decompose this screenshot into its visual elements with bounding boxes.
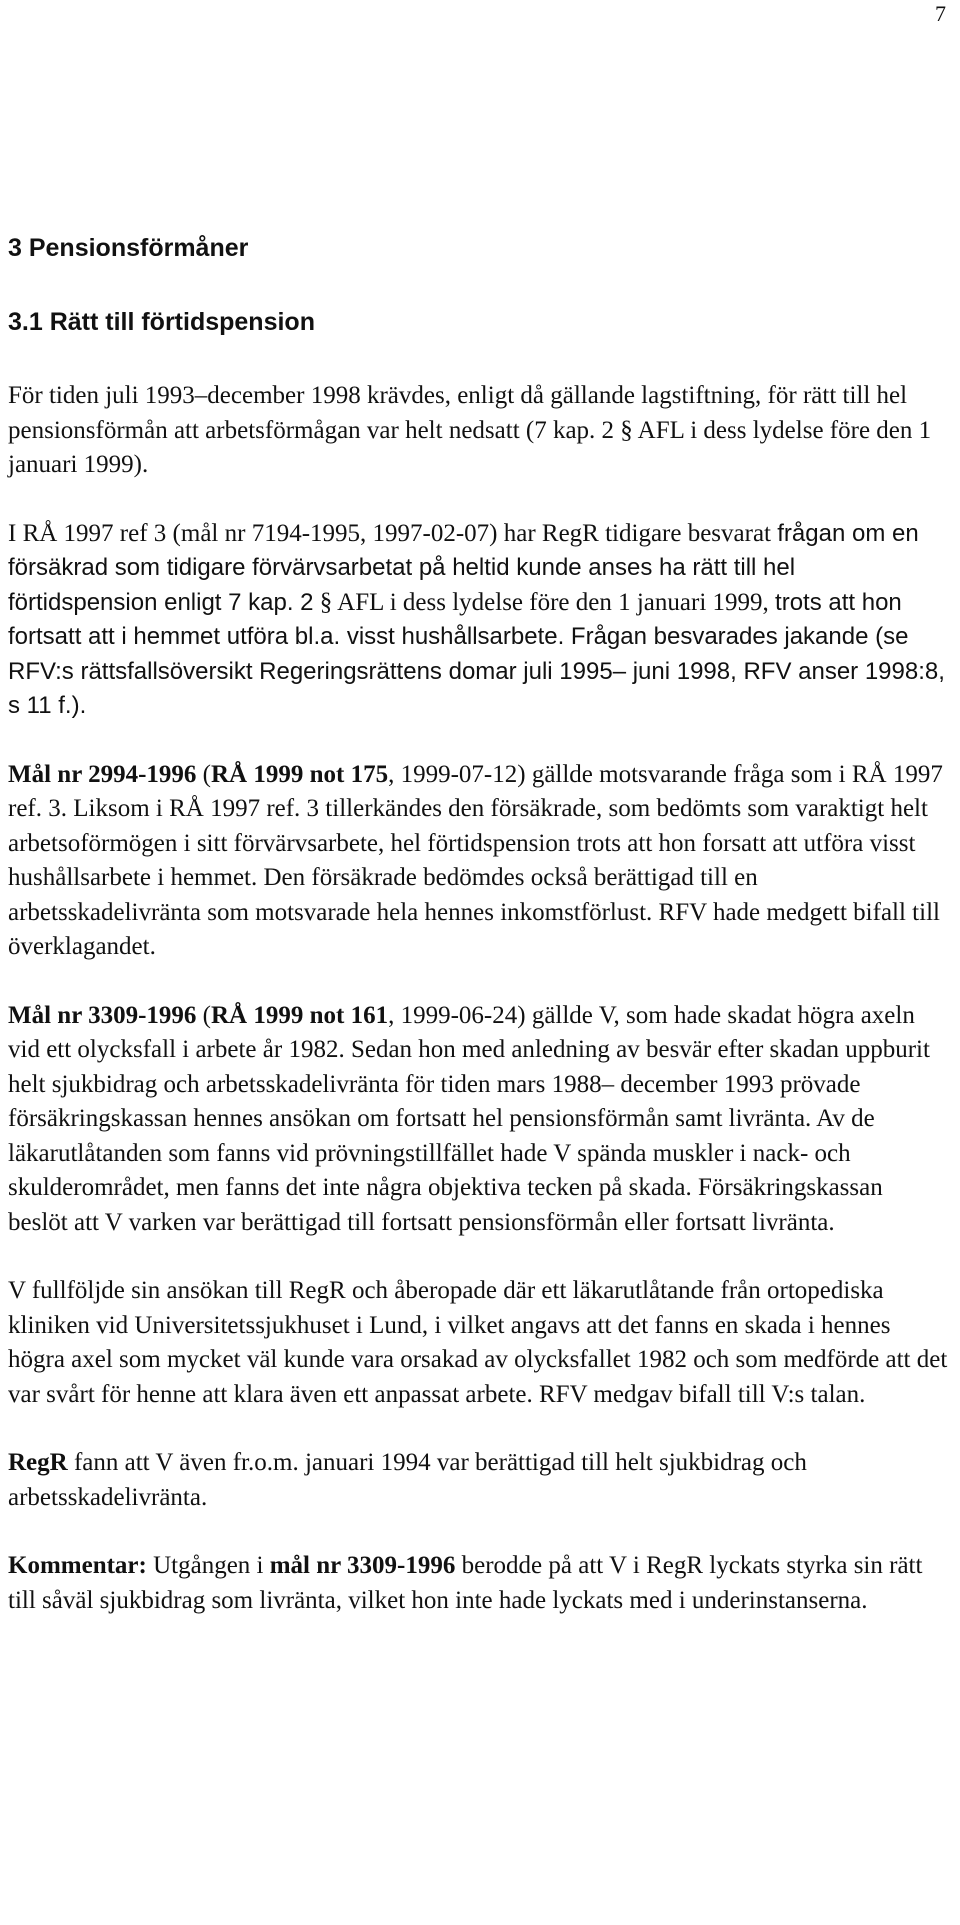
subsection-heading: 3.1 Rätt till förtidspension xyxy=(8,308,315,336)
paragraph-2-text-b: frågan om en försäkrad som tidigare förvärvsarbetat på heltid kunde anses ha rätt till hel förtidspension enligt 7 kap. 2 xyxy=(8,519,919,616)
paragraph-2-text-d: trots att hon fortsatt att i hemmet utföra bl.a. visst hushållsarbete. Frågan besvarades jakande (se RFV:s rättsfallsöversikt Regeringsrättens domar juli 1995– juni 1998, RFV anser 1998:8, s 11 f.). xyxy=(8,588,945,719)
paragraph-7-text-2: berodde på att V i RegR lyckats styrka sin rätt till såväl sjukbidrag som livränta, vilket hon inte hade lyckats med i underinstanserna. xyxy=(8,1552,923,1614)
paragraph-3-open-paren: ( xyxy=(196,760,211,788)
page-number: 7 xyxy=(935,1,946,26)
paragraph-6-text: fann att V även fr.o.m. januari 1994 var berättigad till helt sjukbidrag och arbetsskadelivränta. xyxy=(8,1449,807,1511)
case-number-3309: Mål nr 3309-1996 xyxy=(8,1001,197,1029)
paragraph-2-text-c: § AFL i dess lydelse före den 1 januari 1999, xyxy=(313,588,769,616)
case-number-2994: Mål nr 2994-1996 xyxy=(8,760,197,788)
paragraph-6 xyxy=(8,1446,948,1515)
paragraph-4 xyxy=(8,999,948,1241)
paragraph-4-open-paren: ( xyxy=(196,1001,211,1029)
paragraph-4-text: , 1999-06-24) gällde V, som hade skadat högra axeln vid ett olycksfall i arbete år 1982. Sedan hon med anledning av besvär efter skadan uppburit helt sjukbidrag och arbetsskadelivränta för tiden mars 1988– december 1993 prövade försäkringskassan hennes ansökan om fortsatt hel pensionsförmån samt livränta. Av de läkarutlåtanden som fanns vid prövningstillfället hade V spända muskler i nack- och skulderområdet, men fanns det inte några objektiva tecken på skada. Försäkringskassan beslöt att V varken var berättigad till fortsatt pensionsförmån eller fortsatt livränta. xyxy=(8,1001,930,1236)
comment-label: Kommentar: xyxy=(8,1552,147,1579)
paragraph-1: För tiden juli 1993–december 1998 krävdes, enligt då gällande lagstiftning, för rätt till hel pensionsförmån att arbetsförmågan var helt nedsatt (7 kap. 2 § AFL i dess lydelse före den 1 januari 1999). xyxy=(8,382,932,478)
case-ref-ra-1999-175: RÅ 1999 not 175 xyxy=(211,760,389,788)
paragraph-5: V fullföljde sin ansökan till RegR och åberopade där ett läkarutlåtande från ortopediska kliniken vid Universitetssjukhuset i Lund, i vilket angavs att det fanns en skada i hennes högra axel som mycket väl kunde vara orsakad av olycksfallet 1982 och som medförde att det var svårt för henne att klara även ett anpassat arbete. RFV medgav bifall till V:s talan. xyxy=(8,1277,948,1408)
paragraph-3-text: , 1999-07-12) gällde motsvarande fråga som i RÅ 1997 ref. 3. Liksom i RÅ 1997 ref. 3 tillerkändes den försäkrade, som bedömts som varaktigt helt arbetsoförmögen i sitt förvärvsarbete, hel förtidspension trots att hon forsatt att utföra visst hushållsarbete i hemmet. Den försäkrade bedömdes också berättigad till en arbetsskadelivränta som motsvarade hela hennes inkomstförlust. RFV hade medgett bifall till överklagandet. xyxy=(8,760,943,960)
case-ref-ra-1999-161: RÅ 1999 not 161 xyxy=(211,1001,389,1029)
case-number-3309-ref: mål nr 3309-1996 xyxy=(269,1552,456,1579)
document-body xyxy=(8,233,948,1618)
paragraph-7-text-1: Utgången i xyxy=(146,1552,270,1579)
paragraph-2-line-1: I RÅ 1997 ref 3 (mål nr 7194-1995, 1997-02-07) har RegR tidigare besvarat xyxy=(8,519,772,547)
paragraph-3 xyxy=(8,758,948,965)
regr-label: RegR xyxy=(8,1449,68,1476)
section-heading: 3 Pensionsförmåner xyxy=(8,234,249,262)
paragraph-2 xyxy=(8,517,948,724)
paragraph-7 xyxy=(8,1549,948,1618)
